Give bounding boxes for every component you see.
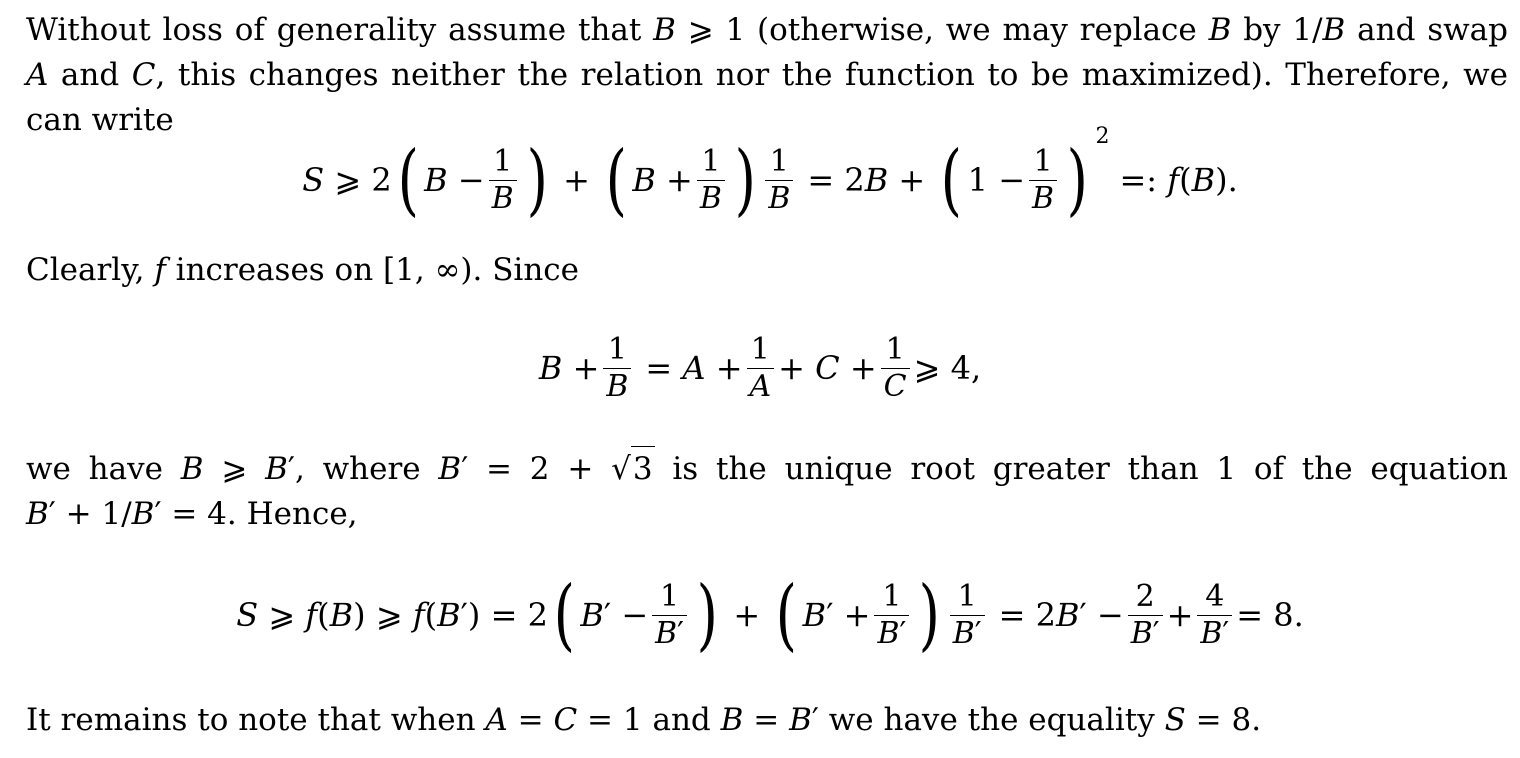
paragraph-1-line-1: Without loss of generality assume that B ⩾ 1 (otherwise, we may replace B by 1/B and swap <box>26 12 1508 48</box>
paragraph-1-line-3: can write <box>26 102 174 138</box>
paragraph-3-line-2: B′ + 1/B′ = 4. Hence, <box>26 496 358 532</box>
equation-1: S ⩾ 2 ( B − $\frac{1}{B}$ ) + ( B + $\frac{1}{B}$ ) $\frac{1}{B}$ = 2B + ( 1 − $\frac{1}{B}$ ) 2 =: f(B). <box>302 123 1238 225</box>
paragraph-2-line-1: Clearly, f increases on [1, ∞). Since <box>26 252 580 288</box>
paragraph-4 <box>26 698 1508 743</box>
equation-3: S ⩾ f(B) ⩾ f(B′) = 2 ( B′ − $\frac{1}{B'}$ ) + ( B′ + $\frac{1}{B'}$ ) $\frac{1}{B'}$ = 2B′ − $\frac{2}{B'}$ + $\frac{4}{B'}$ = 8. <box>236 570 1304 660</box>
paragraph-2 <box>26 248 1508 293</box>
paragraph-1-line-2: A and C, this changes neither the relation nor the function to be maximized). Therefore, we <box>26 57 1509 93</box>
paragraph-3 <box>26 446 1508 537</box>
paragraph-3-line-1: we have B ⩾ B′, where B′ = 2 + √3 is the unique root greater than 1 of the equation <box>26 446 1508 492</box>
paragraph-4-line-1: It remains to note that when A = C = 1 and B = B′ we have the equality S = 8. <box>26 702 1262 738</box>
paragraph-1 <box>26 8 1508 143</box>
equation-2: B + $\frac{1}{B}$ = A + $\frac{1}{A}$ + C + $\frac{1}{C}$ ⩾ 4, <box>538 331 982 404</box>
